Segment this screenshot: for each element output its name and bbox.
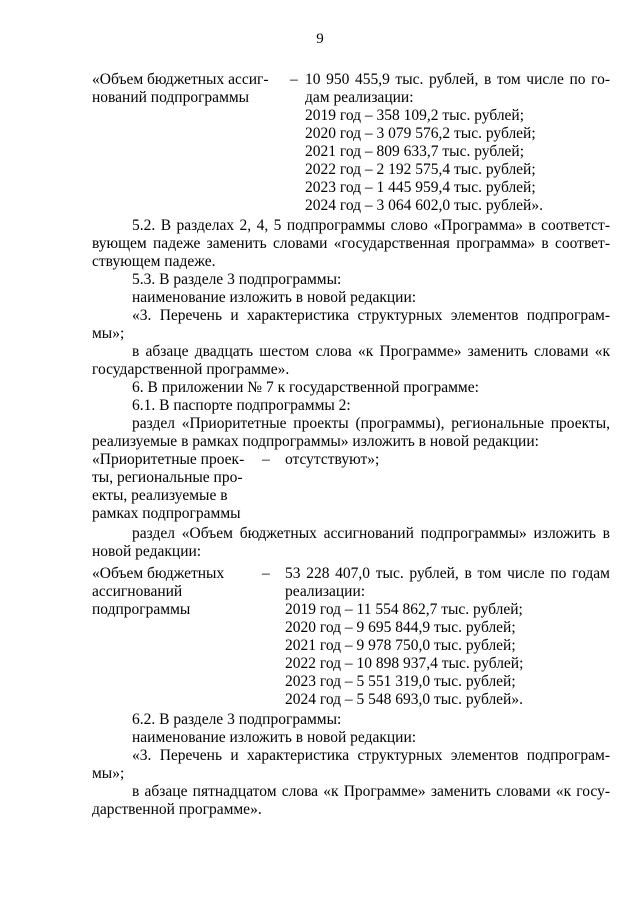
block2-dash: – (262, 451, 270, 468)
para-6-2-line: мы»; (92, 765, 125, 782)
block1-line: 2020 год – 3 079 576,2 тыс. рублей; (305, 125, 536, 142)
block1-line: 2024 год – 3 064 602,0 тыс. рублей». (305, 197, 543, 214)
block3-first-line: 53 228 407,0 тыс. рублей, в том числе по годам (285, 565, 610, 582)
block1-line: 2021 год – 809 633,7 тыс. рублей; (305, 143, 525, 160)
block3-left-line: подпрограммы (92, 601, 191, 618)
block1-dash: – (290, 71, 298, 88)
block1-line: 2023 год – 1 445 959,4 тыс. рублей; (305, 179, 536, 196)
para-budget-line: новой редакции: (92, 543, 202, 560)
para-5-3-line: мы»; (92, 325, 125, 342)
para-5-3-line: наименование изложить в новой редакции: (132, 289, 417, 306)
block3-left-line: ассигнований (92, 583, 183, 600)
block1-first-line: 10 950 455,9 тыс. рублей, в том числе по го- (305, 71, 610, 88)
block3-line: 2019 год – 11 554 862,7 тыс. рублей; (285, 601, 523, 618)
block3-line: реализации: (285, 583, 366, 600)
block2-left-line: «Приоритетные проек- (92, 451, 245, 468)
para-5-3-line: государственной программе». (92, 361, 290, 378)
para-6-2-line: «3. Перечень и характеристика структурных элементов подпрограм- (132, 747, 610, 764)
block1-left-line-1: «Объем бюджетных ассиг- (92, 71, 269, 88)
block2-left-line: ты, региональные про- (92, 469, 243, 486)
para-5-3-line: «3. Перечень и характеристика структурных элементов подпрограм- (132, 307, 610, 324)
page-number: 9 (316, 31, 324, 47)
block3-line: 2023 год – 5 551 319,0 тыс. рублей; (285, 673, 516, 690)
para-5-2-line: ствующем падеже. (92, 253, 216, 270)
para-6-2-line: наименование изложить в новой редакции: (132, 729, 417, 746)
block3-line: 2024 год – 5 548 693,0 тыс. рублей». (285, 691, 523, 708)
para-6-2-line: дарственной программе». (92, 801, 262, 818)
block3-line: 2022 год – 10 898 937,4 тыс. рублей; (285, 655, 524, 672)
block1-left-line-2: нований подпрограммы (92, 89, 250, 106)
block3-line: 2020 год – 9 695 844,9 тыс. рублей; (285, 619, 516, 636)
para-budget-line: раздел «Объем бюджетных ассигнований подпрограммы» изложить в (132, 525, 610, 542)
para-5-2-line: вующем падеже заменить словами «государственная программа» в соответ- (92, 235, 610, 252)
para-6-line: реализуемые в рамках подпрограммы» изложить в новой редакции: (92, 433, 539, 450)
para-5-2-line: 5.2. В разделах 2, 4, 5 подпрограммы слово «Программа» в соответст- (132, 217, 610, 234)
para-6-2-line: в абзаце пятнадцатом слова «к Программе» заменить словами «к госу- (132, 783, 610, 800)
block1-line: 2019 год – 358 109,2 тыс. рублей; (305, 107, 525, 124)
para-5-3-heading: 5.3. В разделе 3 подпрограммы: (132, 271, 342, 288)
block3-left-line: «Объем бюджетных (92, 565, 225, 582)
block3-line: 2021 год – 9 978 750,0 тыс. рублей; (285, 637, 516, 654)
block3-dash: – (262, 565, 270, 582)
para-6-line: 6. В приложении № 7 к государственной программе: (132, 379, 479, 396)
para-6-line: раздел «Приоритетные проекты (программы), региональные проекты, (132, 415, 610, 432)
para-5-3-line: в абзаце двадцать шестом слова «к Программе» заменить словами «к (132, 343, 610, 360)
block1-line: дам реализации: (305, 89, 414, 106)
block2-right: отсутствуют»; (285, 451, 380, 468)
block2-left-line: рамках подпрограммы (92, 505, 241, 522)
para-6-line: 6.1. В паспорте подпрограммы 2: (132, 397, 351, 414)
block1-line: 2022 год – 2 192 575,4 тыс. рублей; (305, 161, 536, 178)
block2-left-line: екты, реализуемые в (92, 487, 228, 504)
para-6-2-heading: 6.2. В разделе 3 подпрограммы: (132, 711, 342, 728)
